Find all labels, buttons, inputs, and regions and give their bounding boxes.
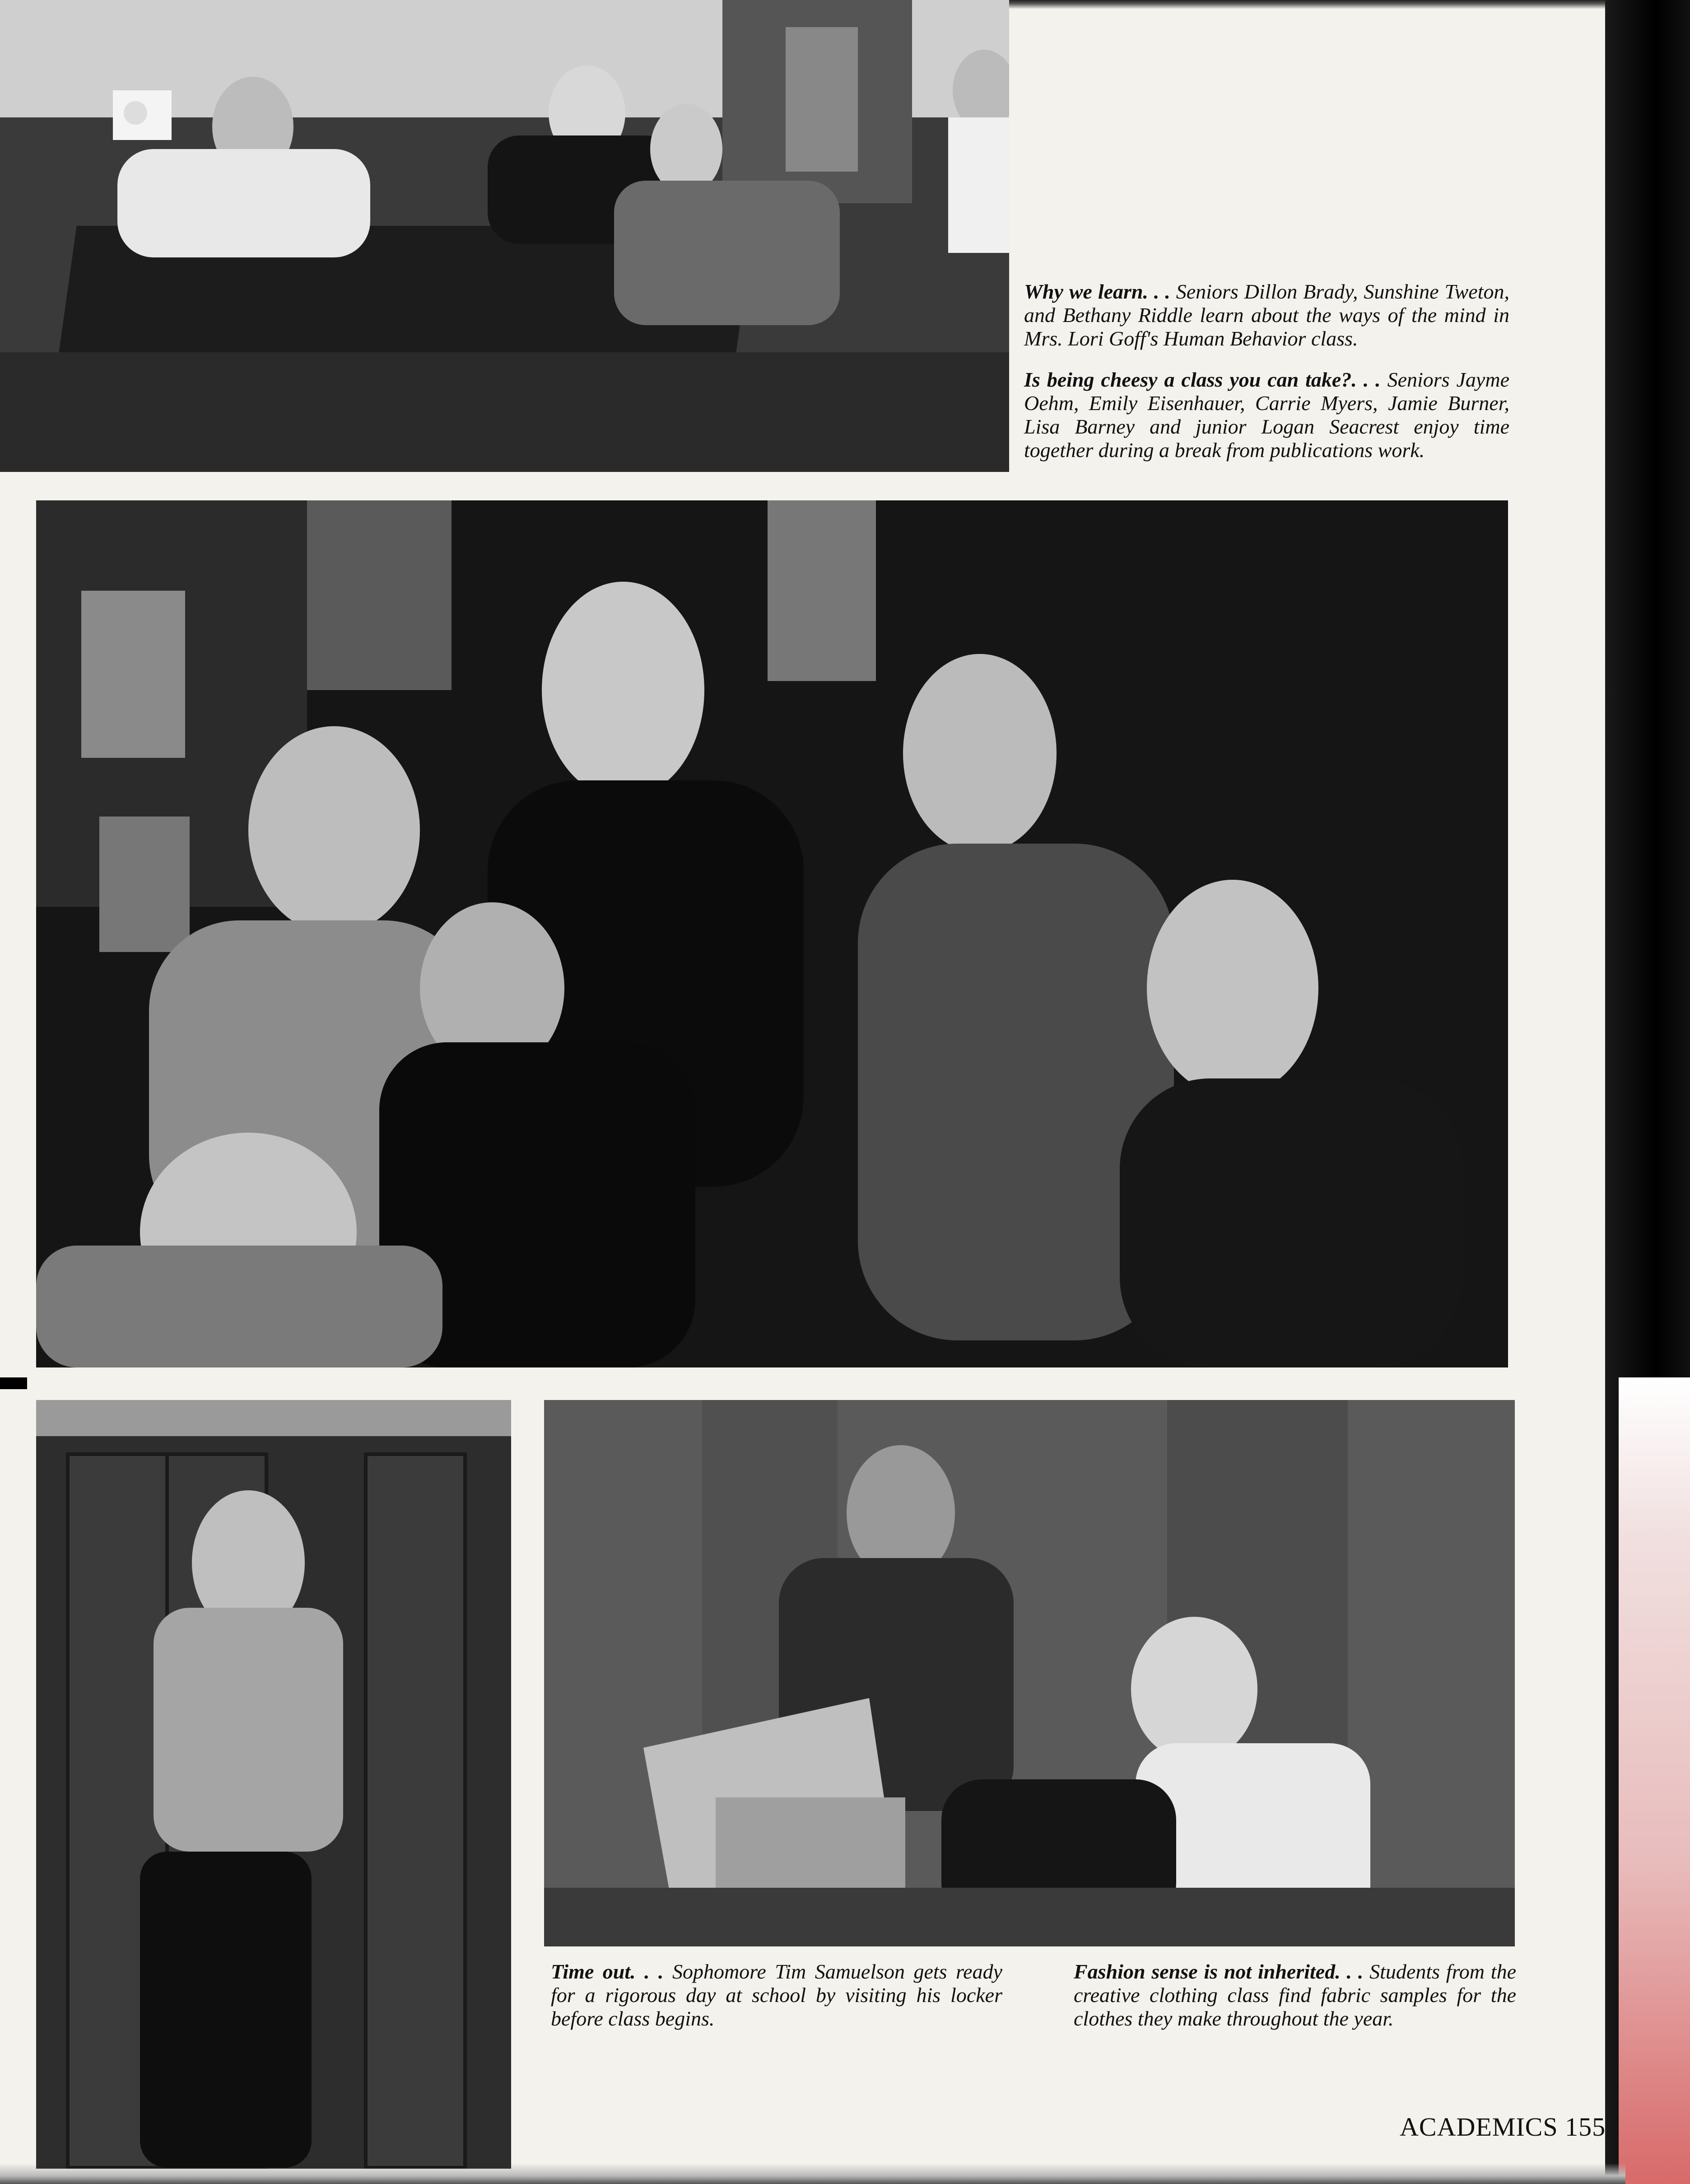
caption-cheesy	[1024, 368, 1509, 462]
page-folio: ACADEMICS 155	[1400, 2112, 1606, 2142]
binding-red-edge	[1619, 1377, 1690, 2184]
caption-fashion-sense	[1074, 1960, 1516, 2030]
caption-lead: Time out. . .	[551, 1960, 664, 1983]
group-photo	[36, 500, 1508, 1367]
caption-body: Sophomore Tim Samuelson gets ready for a rigorous day at school by visiting his locker before class begins.	[551, 1960, 1003, 2030]
caption-lead: Fashion sense is not inherited. . .	[1074, 1960, 1364, 1983]
caption-why-we-learn	[1024, 280, 1509, 350]
caption-body: Seniors Jayme Oehm, Emily Eisenhauer, Carrie Myers, Jamie Burner, Lisa Barney and junior Logan Seacrest enjoy time together during a break from publications work.	[1024, 368, 1509, 462]
caption-lead: Is being cheesy a class you can take?. . .	[1024, 368, 1381, 391]
caption-lead: Why we learn. . .	[1024, 280, 1170, 303]
registration-mark	[0, 1377, 27, 1389]
locker-photo	[36, 1400, 511, 2169]
caption-time-out	[551, 1960, 1002, 2030]
fabric-photo	[544, 1400, 1515, 1946]
classroom-photo	[0, 0, 1009, 472]
caption-body: Students from the creative clothing class find fabric samples for the clothes they make throughout the year.	[1074, 1960, 1516, 2030]
caption-body: Seniors Dillon Brady, Sunshine Tweton, and Bethany Riddle learn about the ways of the mind in Mrs. Lori Goff's Human Behavior class.	[1024, 280, 1509, 350]
